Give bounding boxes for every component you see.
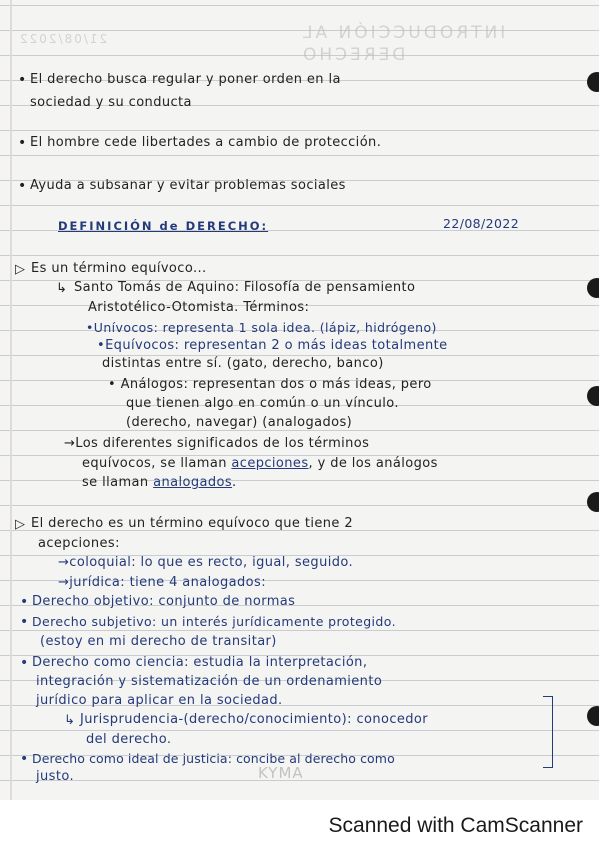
definition-text: . [232,475,237,490]
arrow-icon: ▷ [15,262,26,277]
intro-bullet-2: El hombre cede libertades a cambio de protección. [30,135,382,150]
acepciones-line: integración y sistematización de un ordenamiento [36,674,383,689]
bullet-dot: • [18,135,27,151]
acepciones-term: acepciones [231,456,309,471]
scan-footer [0,800,599,848]
definition-line: →Los diferentes significados de los términos [64,436,370,451]
acepciones-line: El derecho es un término equívoco que tiene 2 [31,516,354,531]
definition-line: Santo Tomás de Aquino: Filosofía de pensamiento [74,280,416,295]
acepciones-line: justo. [36,769,74,784]
hook-arrow-icon: ↳ [64,713,76,728]
definition-date: 22/08/2022 [443,216,520,231]
acepciones-line: acepciones: [38,536,120,551]
hook-arrow-icon: ↳ [56,281,68,296]
acepciones-line: Jurisprudencia-(derecho/conocimiento): conocedor [80,712,429,727]
definition-line: que tienen algo en común o un vínculo. [126,396,399,411]
intro-bullet-1-line-1: El derecho busca regular y poner orden en la [30,72,341,87]
acepciones-line: Derecho subjetivo: un interés jurídicamente protegido. [32,614,396,629]
side-bracket [543,696,553,768]
binder-hole [587,386,599,406]
bullet-dot: • [18,72,27,88]
bullet-dot: • [20,751,29,767]
acepciones-line: (estoy en mi derecho de transitar) [40,634,277,649]
definition-line [82,456,438,471]
acepciones-line: →jurídica: tiene 4 analogados: [58,575,266,590]
acepciones-line: Derecho como ideal de justicia: concibe al derecho como [32,751,395,766]
definition-text: , y de los análogos [308,456,438,471]
camscanner-watermark: Scanned with CamScanner [328,814,583,837]
definition-line: distintas entre sí. (gato, derecho, banco) [102,356,384,371]
definition-line: •Equívocos: representan 2 o más ideas totalmente [97,338,448,353]
intro-bullet-3: Ayuda a subsanar y evitar problemas sociales [30,178,346,193]
definition-line: Aristotélico-Otomista. Términos: [88,300,310,315]
bullet-dot: • [20,614,29,630]
mirrored-title: INTRODUCCIÓN AL DERECHO [300,23,506,65]
definition-text: se llaman [82,475,149,490]
arrow-icon: ▷ [15,517,26,532]
acepciones-line: Derecho objetivo: conjunto de normas [32,594,296,609]
definition-line: Es un término equívoco... [31,261,207,276]
definition-line: •Unívocos: representa 1 sola idea. (lápiz, hidrógeno) [86,320,437,335]
bullet-dot: • [18,178,27,194]
binder-hole [587,72,599,92]
definition-text: equívocos, se llaman [82,456,227,471]
binder-hole [587,492,599,512]
mirrored-date: 21/08/2022 [18,32,108,46]
acepciones-line: Derecho como ciencia: estudia la interpretación, [32,655,368,670]
bullet-dot: • [20,655,29,671]
acepciones-line: del derecho. [86,732,172,747]
paper-brand-logo: KYMA [258,764,304,782]
definition-line [82,475,237,490]
acepciones-line: →coloquial: lo que es recto, igual, seguido. [58,555,354,570]
intro-bullet-1-line-2: sociedad y su conducta [30,95,192,110]
binder-hole [587,278,599,298]
binder-hole [587,706,599,726]
definition-heading: DEFINICIÓN de DERECHO: [58,219,269,233]
definition-line: (derecho, navegar) (analogados) [126,415,353,430]
analogados-term: analogados [153,475,233,490]
bullet-dot: • [20,594,29,610]
acepciones-line: jurídico para aplicar en la sociedad. [36,693,283,708]
definition-line: • Análogos: representan dos o más ideas, pero [108,377,432,392]
